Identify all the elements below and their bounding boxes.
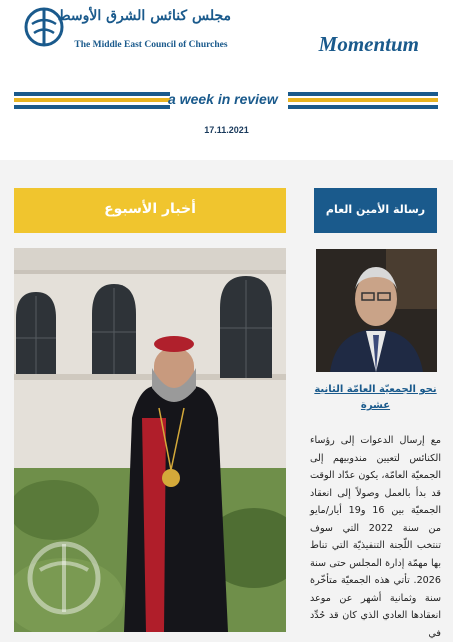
article-title-link[interactable]: نحو الجمعيّة العامّة الثانية عشرة [314, 384, 437, 411]
patriarch-photo[interactable] [14, 248, 286, 632]
secretary-message-title: رسالة الأمين العام [325, 203, 426, 216]
org-name-english: The Middle East Council of Churches [74, 40, 228, 50]
newsletter-title: Momentum [318, 32, 419, 56]
week-news-title: أخبار الأسبوع [104, 201, 196, 217]
article-body-text: مع إرسال الدعوات إلى رؤساء الكنائس لتعيين مندوبيهم إلى الجمعيّة العامّة، يكون عدّاد الوقت قد بدأ بالعمل وصولاً إلى انعقاد الجمعيّة بين 16 و19 أيار/مايو من سنة 2022 التي سوف تنتخب اللّجنة التنفيذيّة التي تناط بها مهمّة إدارة المجلس حتى سنة 2026. تأتي هذه الجمعيّة متأخّرة سنة وثمانية أشهر عن موعد انعقادها العادي الذي كان قد حُدِّد في [310, 435, 441, 639]
secretary-general-portrait[interactable] [316, 249, 437, 372]
week-news-header [14, 188, 286, 233]
secretary-message-header [314, 188, 437, 233]
org-name-arabic: مجلس كنائس الشرق الأوسط [57, 8, 231, 24]
newsletter-header [0, 0, 453, 160]
issue-date: 17.11.2021 [204, 125, 249, 135]
newsletter-subtitle: a week in review [168, 91, 278, 107]
